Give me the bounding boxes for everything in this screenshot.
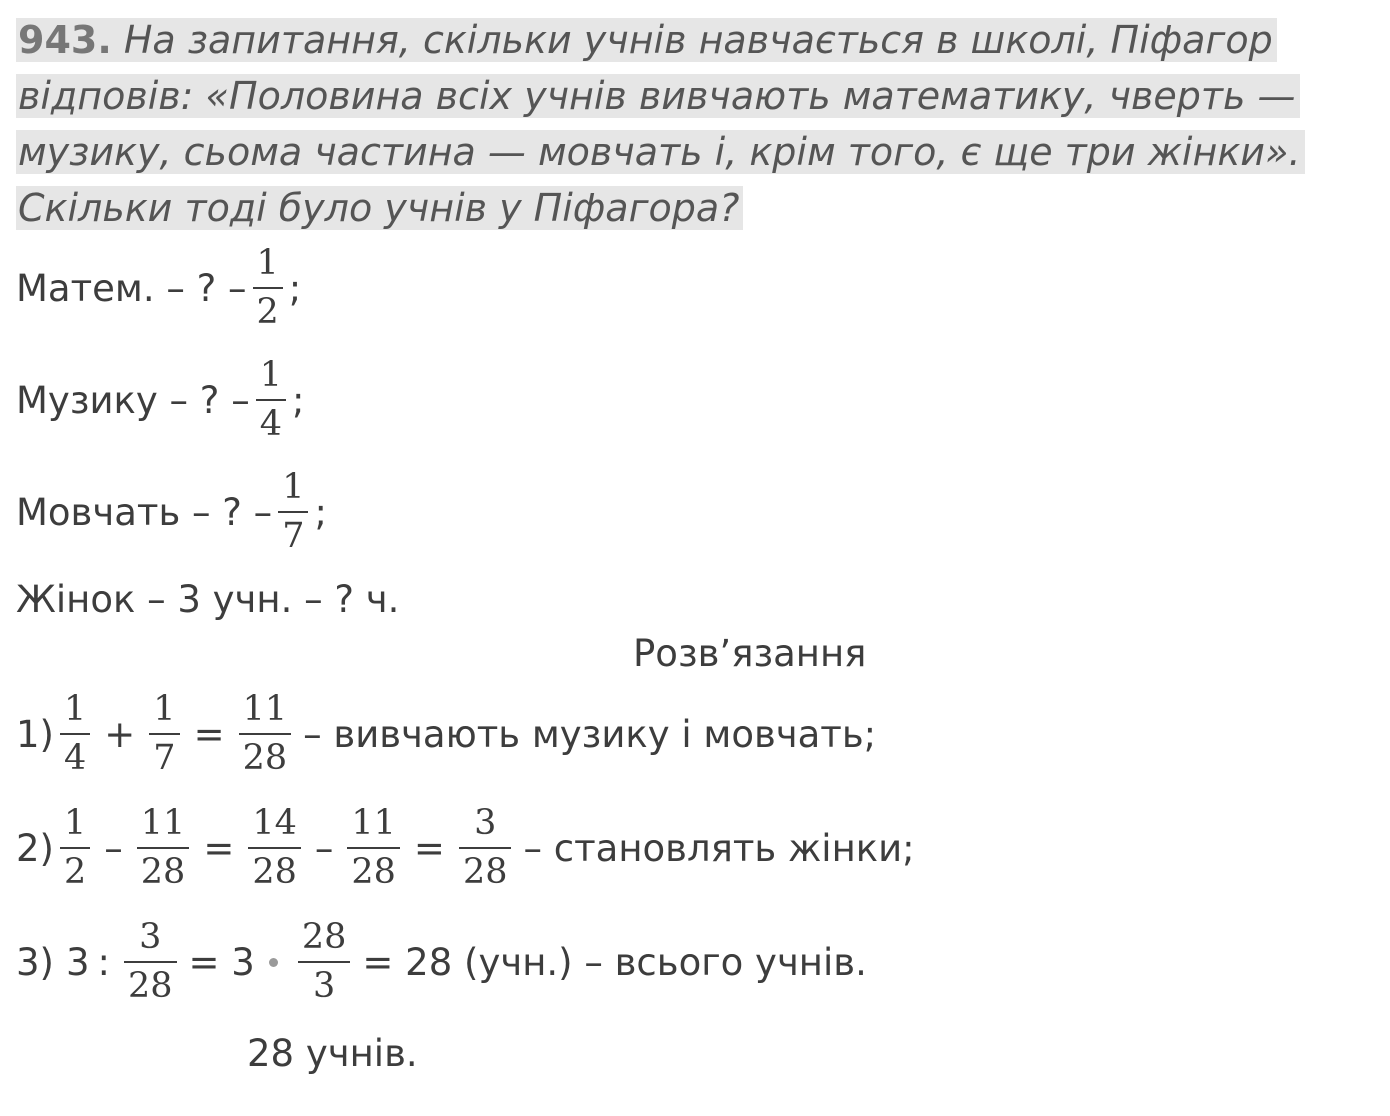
fraction-denominator: 3 <box>312 966 336 1006</box>
condition-suffix: ; <box>288 266 302 310</box>
solution-heading: Розв’язання <box>633 632 867 675</box>
solution-step-3 <box>16 917 867 1006</box>
fraction-numerator: 11 <box>242 689 288 729</box>
problem-line <box>16 180 1366 236</box>
problem-line <box>16 12 1366 68</box>
fraction-bar <box>60 847 90 849</box>
fraction-bar <box>60 733 90 735</box>
fraction-bar <box>149 733 179 735</box>
condition-row <box>16 355 305 444</box>
fraction-bar <box>253 287 283 289</box>
condition-label: Матем. – ? – <box>16 266 247 310</box>
fraction <box>248 803 301 892</box>
fraction-bar <box>459 847 512 849</box>
operator: = <box>413 826 445 870</box>
fraction-bar <box>124 961 177 963</box>
problem-line <box>16 68 1366 124</box>
solution-step-1 <box>16 689 877 778</box>
step-description: – становлять жінки; <box>523 826 915 870</box>
problem-text: Скільки тоді було учнів у Піфагора? <box>16 186 743 230</box>
step-number: 3) <box>16 940 54 984</box>
condition-label: Музику – ? – <box>16 378 250 422</box>
fraction <box>124 917 177 1006</box>
fraction-numerator: 11 <box>140 803 186 843</box>
problem-number: 943. <box>18 18 112 62</box>
fraction-denominator: 28 <box>128 966 173 1006</box>
step-description: – вивчають музику і мовчать; <box>303 712 877 756</box>
fraction-denominator: 4 <box>63 738 87 778</box>
fraction <box>60 803 90 892</box>
fraction-bar <box>256 399 286 401</box>
fraction <box>137 803 190 892</box>
fraction-numerator: 28 <box>301 917 347 957</box>
fraction-bar <box>347 847 400 849</box>
fraction-numerator: 11 <box>351 803 396 843</box>
fraction-bar <box>137 847 190 849</box>
problem-line <box>16 124 1366 180</box>
fraction-bar <box>278 511 308 513</box>
condition-suffix: ; <box>314 490 327 534</box>
operator: – <box>314 826 334 870</box>
fraction-numerator: 3 <box>139 917 162 957</box>
fraction <box>149 689 179 778</box>
condition-text: Жінок – 3 учн. – ? ч. <box>16 578 400 621</box>
operator: : <box>97 940 110 984</box>
fraction-denominator: 28 <box>140 852 186 892</box>
fraction-denominator: 28 <box>242 738 288 778</box>
fraction <box>239 689 292 778</box>
condition-label: Мовчать – ? – <box>16 490 273 534</box>
fraction-bar <box>248 847 301 849</box>
fraction-numerator: 1 <box>282 467 305 507</box>
fraction-bar <box>239 733 292 735</box>
problem-statement <box>16 12 1366 236</box>
fraction <box>253 243 283 332</box>
fraction-denominator: 7 <box>282 516 305 556</box>
fraction-denominator: 2 <box>63 852 87 892</box>
fraction <box>459 803 512 892</box>
fraction-denominator: 2 <box>256 292 279 332</box>
operator: – <box>104 826 123 870</box>
fraction-denominator: 4 <box>259 404 282 444</box>
fraction-numerator: 1 <box>63 689 87 729</box>
step-description: = 28 (учн.) – всього учнів. <box>362 940 867 984</box>
operator: = <box>193 712 225 756</box>
fraction-denominator: 28 <box>462 852 508 892</box>
fraction-numerator: 1 <box>63 803 87 843</box>
fraction-numerator: 1 <box>259 355 282 395</box>
condition-row <box>16 243 302 332</box>
problem-text: музику, сьома частина — мовчать і, крім того, є ще три жінки». <box>16 130 1305 174</box>
operator: = <box>203 826 235 870</box>
condition-row <box>16 578 399 621</box>
solution-step-2 <box>16 803 915 892</box>
fraction-denominator: 7 <box>153 738 176 778</box>
fraction-denominator: 28 <box>351 852 396 892</box>
fraction <box>298 917 351 1006</box>
condition-row <box>16 467 327 556</box>
fraction-numerator: 3 <box>474 803 497 843</box>
problem-text: відповів: «Половина всіх учнів вивчають математику, чверть — <box>16 74 1300 118</box>
fraction-denominator: 28 <box>252 852 297 892</box>
answer: 28 учнів. <box>247 1032 418 1075</box>
fraction <box>278 467 308 556</box>
operator: + <box>104 712 136 756</box>
problem-text: На запитання, скільки учнів навчається в школі, Піфагор <box>123 18 1273 62</box>
fraction-numerator: 14 <box>252 803 297 843</box>
fraction <box>347 803 400 892</box>
step-value: 3 <box>65 940 90 984</box>
step-number: 1) <box>16 712 54 756</box>
multiply-dot-icon <box>269 958 278 967</box>
fraction <box>256 355 286 444</box>
step-value: = 3 <box>188 940 255 984</box>
fraction <box>60 689 90 778</box>
fraction-numerator: 1 <box>256 243 279 283</box>
fraction-numerator: 1 <box>153 689 176 729</box>
condition-suffix: ; <box>292 378 305 422</box>
step-number: 2) <box>16 826 54 870</box>
fraction-bar <box>298 961 351 963</box>
